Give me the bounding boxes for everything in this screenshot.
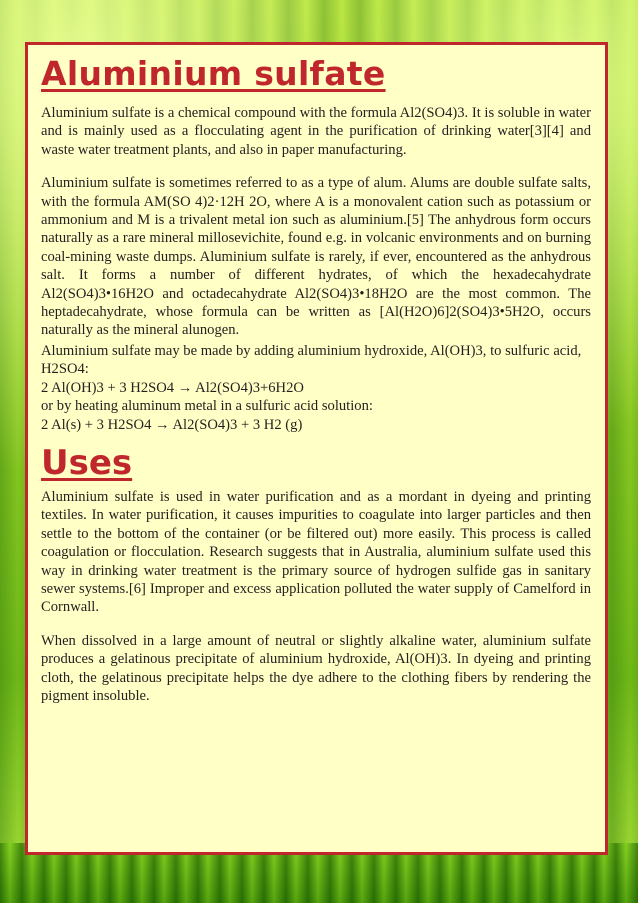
preparation-intro: Aluminium sulfate may be made by adding aluminium hydroxide, Al(OH)3, to sulfuric acid, H2SO4:: [41, 342, 582, 378]
uses-paragraph-1: Aluminium sulfate is used in water purification and as a mordant in dyeing and printing textiles. In water purification, it causes impurities to coagulate into larger particles and then settle to the bottom of the container (or be filtered out) more easily. This process is called coagulation or flocculation. Research suggests that in Australia, aluminium sulfate used this way in drinking water treatment is the primary source of hydrogen sulfide gas in sanitary sewer systems.[6] Improper and excess application polluted the water supply of Camelford in Cornwall.: [41, 488, 591, 616]
equation-1: 2 Al(OH)3 + 3 H2SO4 → Al2(SO4)3+6H2O: [41, 379, 304, 396]
uses-paragraph-2: When dissolved in a large amount of neutral or slightly alkaline water, aluminium sulfate produces a gelatinous precipitate of aluminium hydroxide, Al(OH)3. In dyeing and printing cloth, the gelatinous precipitate helps the dye adhere to the clothing fibers by rendering the pigment insoluble.: [41, 632, 591, 704]
page-title: Aluminium sulfate: [41, 54, 386, 93]
preparation-method-2: or by heating aluminum metal in a sulfuric acid solution:: [41, 398, 373, 415]
preparation-block: [41, 342, 591, 434]
content-panel: [25, 42, 608, 855]
intro-paragraph: Aluminium sulfate is a chemical compound with the formula Al2(SO4)3. It is soluble in water and is mainly used as a flocculating agent in the purification of drinking water[3][4] and waste water treatment plants, and also in paper manufacturing.: [41, 105, 592, 158]
uses-heading: Uses: [41, 442, 133, 483]
alum-paragraph: Aluminium sulfate is sometimes referred to as a type of alum. Alums are double sulfate salts, with the formula AM(SO 4)2·12H 2O, where A is a monovalent cation such as potassium or ammonium and M is a trivalent metal ion such as aluminium.[5] The anhydrous form occurs naturally as a rare mineral millosevichite, found e.g. in volcanic environments and on burning coal-mining waste dumps. Aluminium sulfate is rarely, if ever, encountered as the anhydrous salt. It forms a number of different hydrates, of which the hexadecahydrate Al2(SO4)3•16H2O and octadecahydrate Al2(SO4)3•18H2O are the most common. The heptadecahydrate, whose formula can be written as [Al(H2O)6]2(SO4)3•5H2O, occurs naturally as the mineral alunogen.: [41, 175, 591, 339]
equation-2: 2 Al(s) + 3 H2SO4 → Al2(SO4)3 + 3 H2 (g): [41, 416, 303, 433]
